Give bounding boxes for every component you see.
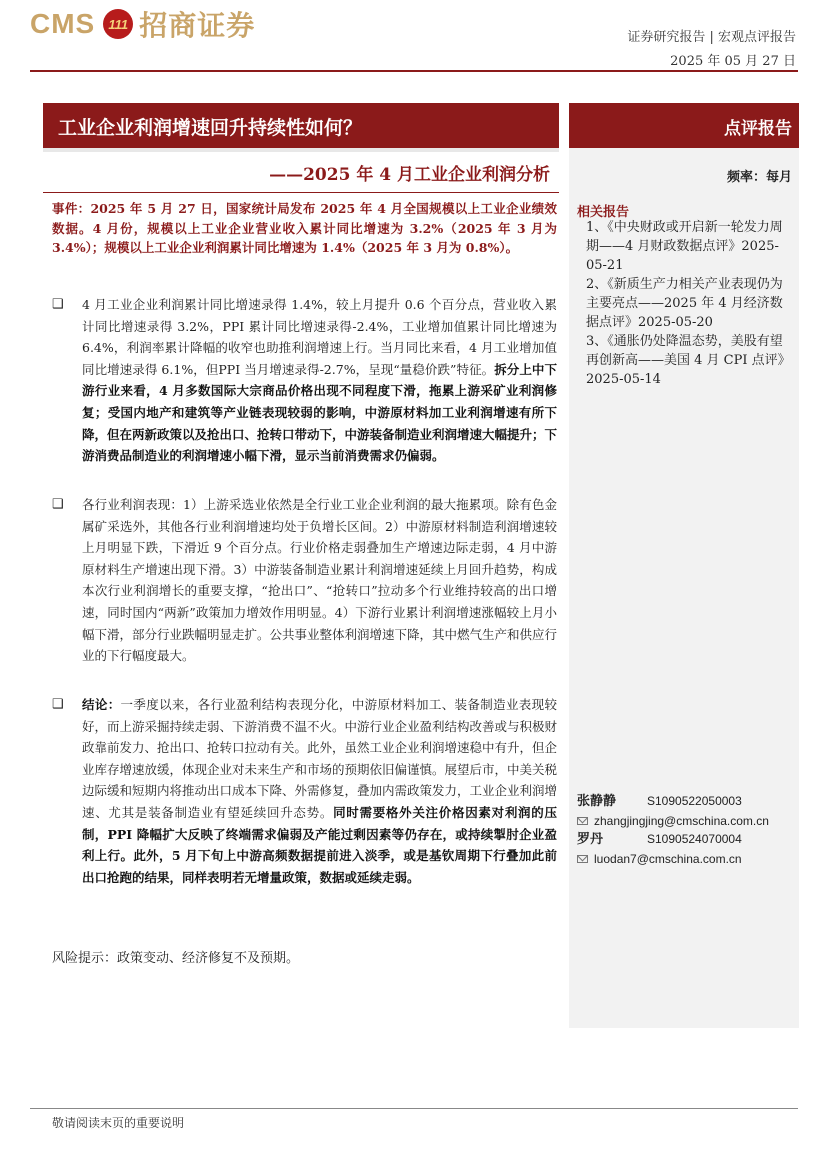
subtitle-divider: [43, 192, 559, 193]
checkbox-bullet-icon: ❑: [52, 697, 64, 712]
page-subtitle: ——2025 年 4 月工业企业利润分析: [269, 165, 550, 185]
related-reports-list: [586, 218, 790, 389]
related-reports-title: 相关报告: [577, 205, 630, 220]
checkbox-bullet-icon: ❑: [52, 297, 64, 312]
logo-company-name: 招商证券: [139, 9, 256, 42]
paragraph-text: 4 月工业企业利润累计同比增速录得 1.4%，较上月提升 0.6 个百分点，营业收入累计同比增速录得 3.2%，PPI 累计同比增速录得-2.4%，工业增加值累计同比增速为 6.4%，利润率累计降幅的收窄也助推利润增速上行。当月同比来看，4 月工业增加值同比增速录得 6.1%，但PPI 当月增速录得-2.7%，呈现“量稳价跌”特征。: [82, 297, 557, 377]
logo-badge-icon: 111: [103, 9, 133, 39]
bullet-paragraph: [52, 494, 557, 667]
related-report-link[interactable]: 3、《通胀仍处降温态势，美股有望再创新高——美国 4 月 CPI 点评》2025-05-14: [586, 334, 785, 387]
analyst-name: 张静静: [577, 794, 617, 809]
paragraph-emphasis: 同时需要格外关注价格因素对利润的压制，PPI 降幅扩大反映了终端需求偏弱及产能过剩因素等仍存在，或持续掣肘企业盈利上行。此外，5 月下旬上中游高频数据提前进入淡季，或是基钦周期下行叠加此前出口抢跑的结果，同样表明若无增量政策，数据或延续走弱。: [82, 804, 557, 885]
analyst-name: 罗丹: [577, 832, 604, 847]
analyst-license-id: S1090524070004: [647, 832, 742, 846]
analyst-email[interactable]: zhangjingjing@cmschina.com.cn: [594, 814, 769, 828]
footer-note: 敬请阅读末页的重要说明: [52, 1116, 185, 1130]
checkbox-bullet-icon: ❑: [52, 497, 64, 512]
paragraph-text: 各行业利润表现：1）上游采选业依然是全行业工业企业利润的最大拖累项。除有色金属矿采选外，其他各行业利润增速均处于负增长区间。2）中游原材料制造利润增速较上月明显下跌，下滑近 9 个百分点。行业价格走弱叠加生产增速边际走弱，4 月中游原材料生产增速出现下滑。3）中游装备制造业累计利润增速延续上月回升趋势，构成本次行业利润增长的重要支撑，“抢出口”、“抢转口”拉动多个行业维持较高的出口增速，同时国内“两新”政策加力增效作用明显。4）下游行业累计利润增速涨幅较上月小幅下滑，部分行业跌幅明显走扩。公共事业整体利润增速下降，其中燃气生产和供应行业的下行幅度最大。: [82, 497, 558, 664]
header-divider: [30, 70, 798, 72]
analyst-card: [577, 828, 792, 866]
conclusion-label: 结论：: [82, 697, 121, 712]
paragraph-text: 一季度以来，各行业盈利结构表现分化，中游原材料加工、装备制造业表现较好，而上游采掘持续走弱、下游消费不温不火。中游行业企业盈利结构改善或与积极财政靠前发力、抢出口、抢转口拉动有关。此外，虽然工业企业利润增速稳中有升，但企业库存增速放缓，体现企业对未来生产和市场的预期依旧偏谨慎。展望后市，中美关税边际缓和短期内将推动出口成本下降、外需修复，叠加内需政策发力，工业企业利润增速、尤其是装备制造业有望延续回升态势。: [82, 697, 558, 820]
bullet-paragraph: [52, 294, 557, 467]
brand-logo: [30, 4, 255, 44]
paragraph-emphasis: 拆分上中下游行业来看，4 月多数国际大宗商品价格出现不同程度下滑，拖累上游采矿业利润修复；受国内地产和建筑等产业链表现较弱的影响，中游原材料加工业利润增速有所下降，但在两新政策以及抢出口、抢转口带动下，中游装备制造业利润增速大幅提升；下游消费品制造业的利润增速小幅下滑，显示当前消费需求仍偏弱。: [82, 361, 558, 464]
analyst-card: [577, 790, 792, 828]
analyst-license-id: S1090522050003: [647, 794, 742, 808]
risk-warning: 风险提示：政策变动、经济修复不及预期。: [52, 951, 300, 966]
report-date: 2025 年 05 月 27 日: [670, 54, 796, 69]
page-title: 工业企业利润增速回升持续性如何？: [58, 117, 363, 139]
logo-cms-text: CMS: [30, 8, 96, 39]
title-band: [43, 148, 559, 152]
report-frequency: 频率：每月: [726, 170, 792, 185]
mail-icon: [577, 855, 588, 863]
report-type: 证券研究报告 | 宏观点评报告: [627, 30, 796, 45]
bullet-paragraph: [52, 694, 557, 888]
related-report-link[interactable]: 2、《新质生产力相关产业表现仍为主要亮点——2025 年 4 月经济数据点评》2025-05-20: [586, 277, 783, 330]
footer-divider: [30, 1108, 798, 1109]
mail-icon: [577, 817, 588, 825]
event-summary: 事件：2025 年 5 月 27 日，国家统计局发布 2025 年 4 月全国规模以上工业企业绩效数据。4 月份，规模以上工业企业营业收入累计同比增速为 3.2%（2025 年 3 月为 3.4%）；规模以上工业企业利润累计同比增速为 1.4%（2025 年 3 月为 0.8%）。: [52, 201, 557, 256]
analyst-email[interactable]: luodan7@cmschina.com.cn: [594, 852, 742, 866]
sidebar-header-label: 点评报告: [724, 119, 792, 139]
related-report-link[interactable]: 1、《中央财政或开启新一轮发力周期——4 月财政数据点评》2025-05-21: [586, 220, 783, 273]
